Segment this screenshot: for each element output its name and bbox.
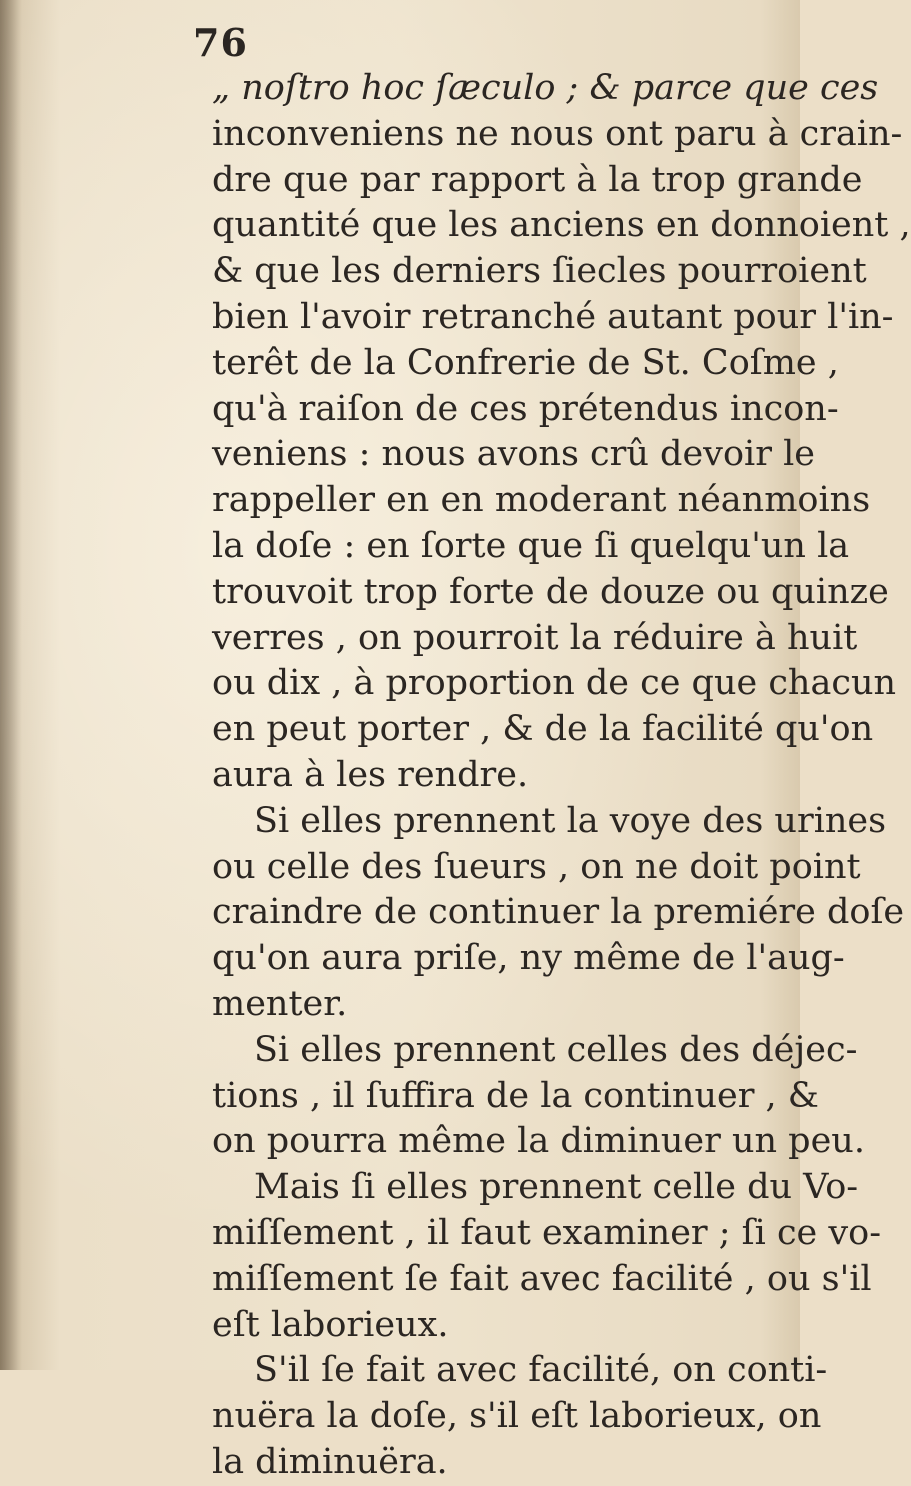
text-line: eſt laborieux. — [212, 1304, 449, 1345]
text-line: veniens : nous avons crû devoir le — [212, 434, 815, 475]
text-line: inconveniens ne nous ont paru à crain- — [212, 113, 903, 154]
text-line: nuëra la doſe, s'il eſt laborieux, on — [212, 1396, 822, 1437]
text-line: trouvoit trop forte de douze ou quinze — [212, 571, 889, 612]
text-line: Si elles prennent celles des déjec- — [254, 1029, 858, 1070]
text-line: Si elles prennent la voye des urines — [254, 800, 887, 841]
text-line: miſſement ſe fait avec facilité , ou s'il — [212, 1258, 872, 1299]
text-line: bien l'avoir retranché autant pour l'in- — [212, 296, 894, 337]
text-line: aura à les rendre. — [212, 754, 529, 795]
text-line: dre que par rapport à la trop grande — [212, 159, 863, 200]
body-text — [212, 66, 911, 1486]
text-line: & que les derniers ſiecles pourroient — [212, 251, 867, 292]
text-line: la doſe : en ſorte que ſi quelqu'un la — [212, 525, 850, 566]
text-line: S'il ſe fait avec facilité, on conti- — [254, 1350, 828, 1391]
text-line: on pourra même la diminuer un peu. — [212, 1121, 865, 1162]
text-line: qu'à raiſon de ces prétendus incon- — [212, 388, 839, 429]
text-line: en peut porter , & de la facilité qu'on — [212, 709, 874, 750]
page-number: 76 — [193, 20, 248, 65]
text-line: ou celle des ſueurs , on ne doit point — [212, 846, 861, 887]
text-line: ou dix , à proportion de ce que chacun — [212, 663, 897, 704]
text-line: rappeller en en moderant néanmoins — [212, 480, 871, 521]
text-line: craindre de continuer la premiére doſe — [212, 892, 905, 933]
text-line: „ noſtro hoc ſæculo ; & parce que ces — [212, 68, 879, 108]
text-line: menter. — [212, 983, 348, 1024]
text-line: Mais ſi elles prennent celle du Vo- — [254, 1167, 859, 1208]
text-line: terêt de la Confrerie de St. Coſme , — [212, 342, 839, 383]
binding-shadow — [0, 0, 22, 1370]
text-line: la diminuëra. — [212, 1441, 448, 1482]
text-line: miſſement , il faut examiner ; ſi ce vo- — [212, 1212, 882, 1253]
text-line: tions , il ſuffira de la continuer , & — [212, 1075, 819, 1116]
text-line: verres , on pourroit la réduire à huit — [212, 617, 858, 658]
text-line: quantité que les anciens en donnoient , — [212, 205, 911, 246]
text-line: qu'on aura priſe, ny même de l'aug- — [212, 938, 845, 979]
